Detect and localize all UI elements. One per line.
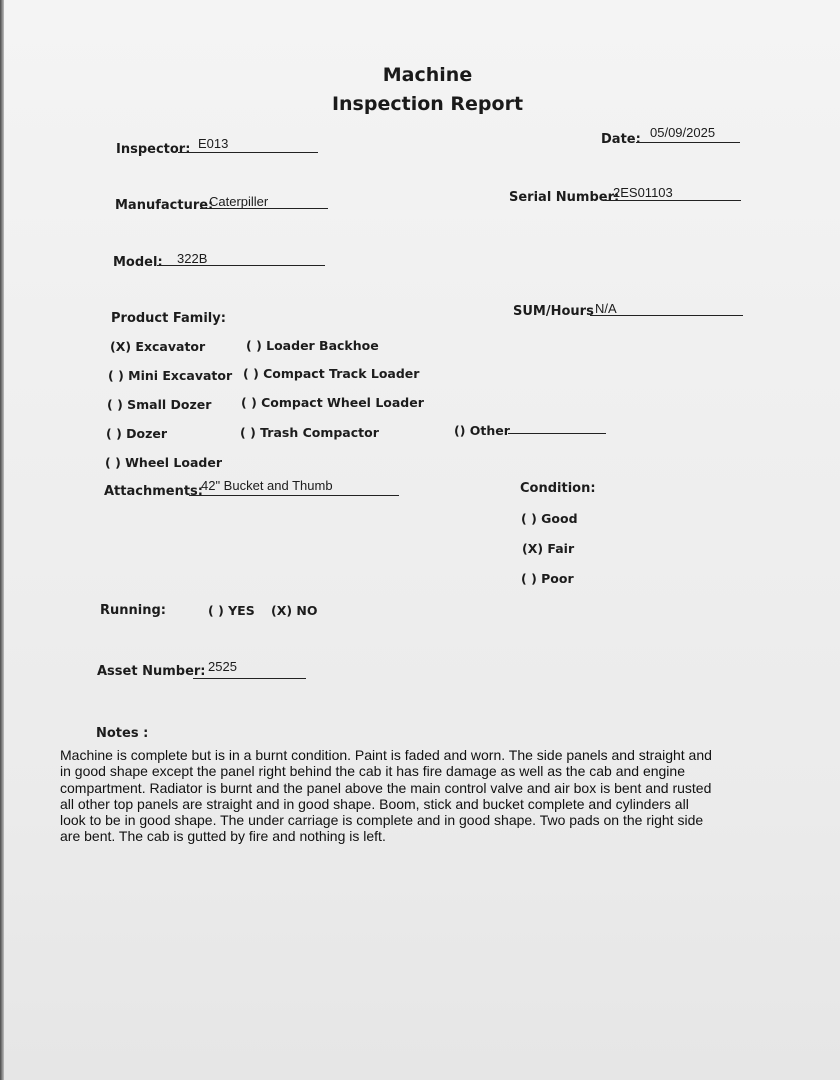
option-compact-track-loader: ( ) Compact Track Loader [243, 366, 420, 381]
notes-line: in good shape except the panel right behind the cab it has fire damage as well as the cab and engine [60, 763, 685, 780]
asset-number-value: 2525 [208, 659, 237, 674]
attachments-label: Attachments: [104, 484, 203, 499]
notes-line: Machine is complete but is in a burnt condition. Paint is faded and worn. The side panels and straight and [60, 747, 712, 763]
report-title-line2: Inspection Report [331, 93, 524, 115]
manufacture-value: Caterpiller [209, 194, 269, 209]
attachments-value: 42" Bucket and Thumb [201, 478, 333, 493]
option-wheel-loader: ( ) Wheel Loader [105, 455, 222, 470]
running-yes: ( ) YES [208, 603, 255, 618]
serial-number-value: 2ES01103 [613, 185, 673, 200]
sum-hours-value: N/A [595, 301, 617, 316]
attachments-underline [189, 495, 399, 496]
condition-fair: (X) Fair [522, 541, 575, 556]
running-no: (X) NO [271, 603, 318, 618]
option-small-dozer: ( ) Small Dozer [107, 397, 212, 412]
notes-line: are bent. The cab is gutted by fire and nothing is left. [60, 828, 386, 845]
option-excavator: (X) Excavator [110, 339, 206, 354]
serial-number-underline [605, 200, 741, 201]
asset-number-underline [193, 678, 306, 679]
product-family-label: Product Family: [111, 311, 226, 326]
running-label: Running: [100, 603, 166, 618]
manufacture-label: Manufacture: [115, 198, 214, 213]
option-dozer: ( ) Dozer [106, 426, 168, 441]
sum-hours-label: SUM/Hours [513, 304, 594, 319]
notes-line: all other top panels are straight and in good shape. Boom, stick and bucket complete and cylinders all [60, 795, 689, 812]
condition-good: ( ) Good [521, 511, 578, 526]
model-label: Model: [113, 255, 163, 270]
notes-line: compartment. Radiator is burnt and the panel above the main control valve and air box is bent and rusted [60, 779, 712, 796]
inspector-value: E013 [198, 136, 229, 151]
option-other: () Other [454, 423, 510, 438]
option-mini-excavator: ( ) Mini Excavator [108, 368, 233, 383]
other-underline [508, 433, 606, 434]
serial-number-label: Serial Number: [509, 190, 620, 205]
notes-body [60, 747, 760, 845]
model-value: 322B [177, 251, 208, 266]
inspector-label: Inspector: [116, 142, 191, 157]
asset-number-label: Asset Number: [97, 664, 206, 679]
inspector-underline [178, 152, 318, 153]
notes-line: look to be in good shape. The under carriage is complete and in good shape. Two pads on the right side [60, 812, 704, 829]
date-value: 05/09/2025 [650, 125, 716, 140]
condition-poor: ( ) Poor [521, 571, 574, 586]
date-label: Date: [601, 132, 641, 147]
report-title-line1: Machine [382, 64, 473, 86]
option-compact-wheel-loader: ( ) Compact Wheel Loader [241, 395, 424, 410]
option-trash-compactor: ( ) Trash Compactor [240, 425, 379, 440]
date-underline [636, 142, 740, 143]
option-loader-backhoe: ( ) Loader Backhoe [246, 338, 379, 353]
notes-label: Notes : [96, 726, 149, 741]
condition-label: Condition: [520, 481, 596, 496]
paper-edge-shadow [0, 0, 4, 1080]
